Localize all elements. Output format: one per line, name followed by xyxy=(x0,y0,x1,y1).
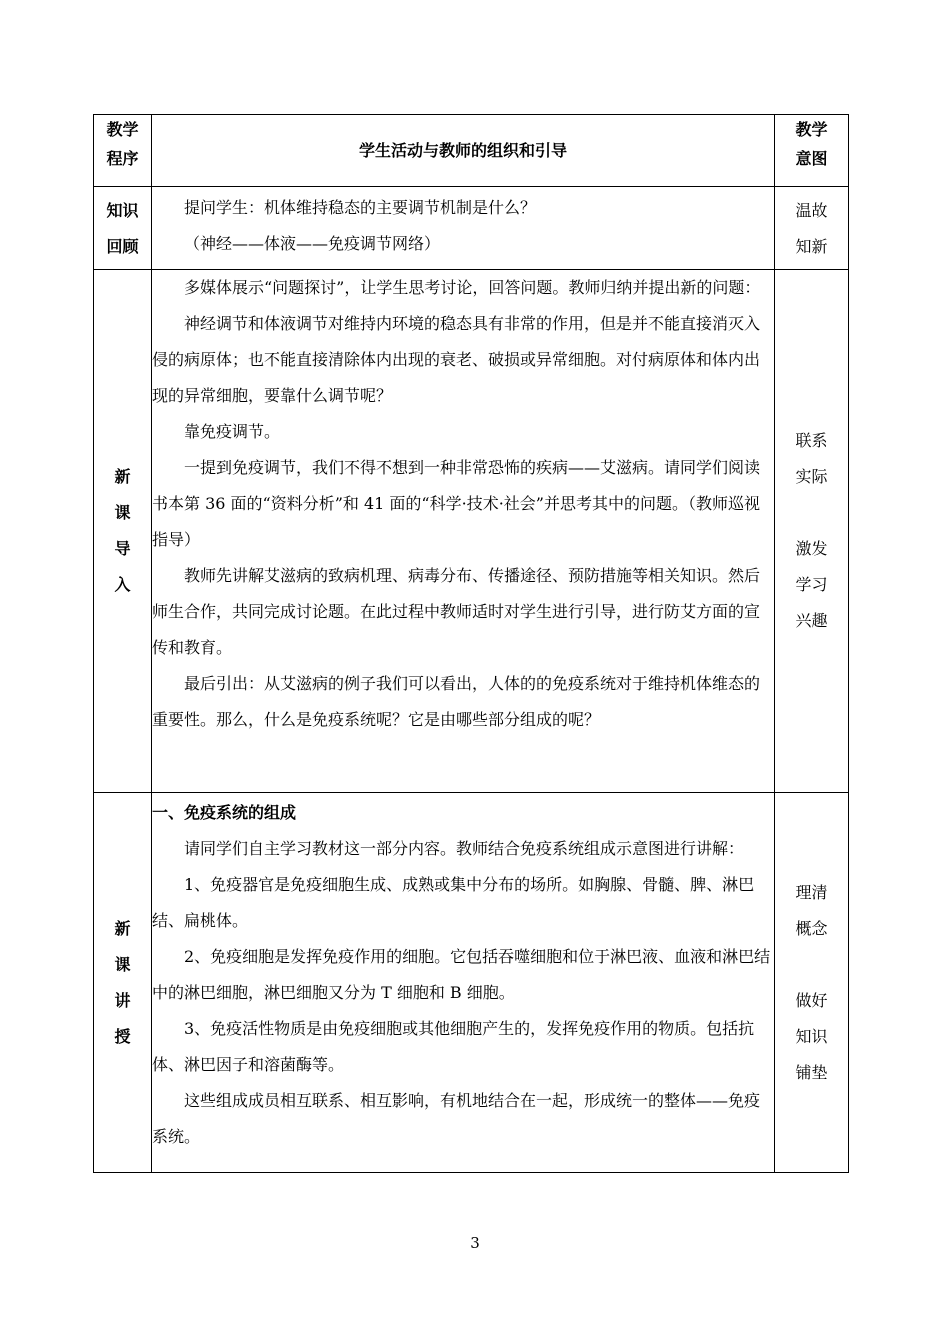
intent-line: 概念 xyxy=(795,918,828,938)
paragraph: （神经——体液——免疫调节网络） xyxy=(184,234,441,253)
stage-char: 导 xyxy=(114,539,131,558)
paragraph: 这些组成成员相互联系、相互影响，有机地结合在一起，形成统一的整体——免疫系统。 xyxy=(152,1091,761,1146)
intent-cell-lecture xyxy=(775,793,849,1173)
stage-char: 课 xyxy=(114,503,131,522)
intent-cell-intro xyxy=(775,270,849,793)
intent-line: 激发 xyxy=(795,539,828,558)
content-cell-review xyxy=(152,187,775,270)
paragraph: 神经调节和体液调节对维持内环境的稳态具有非常的作用，但是并不能直接消灭入侵的病原体；也不能直接清除体内出现的衰老、破损或异常细胞。对付病原体和体内出现的异常细胞，要靠什么调节呢？ xyxy=(152,314,761,405)
paragraph: 教师先讲解艾滋病的致病机理、病毒分布、传播途径、预防措施等相关知识。然后师生合作，共同完成讨论题。在此过程中教师适时对学生进行引导，进行防艾方面的宣传和教育。 xyxy=(152,566,761,657)
table-header-row xyxy=(94,115,849,187)
intent-line: 兴趣 xyxy=(795,611,828,630)
paragraph: 靠免疫调节。 xyxy=(184,422,281,441)
header-activity-cell xyxy=(152,115,775,187)
header-activity-label: 学生活动与教师的组织和引导 xyxy=(358,141,567,160)
intent-line: 实际 xyxy=(795,467,828,486)
intent-line: 学习 xyxy=(795,575,828,594)
paragraph: 3、免疫活性物质是由免疫细胞或其他细胞产生的，发挥免疫作用的物质。包括抗体、淋巴因子和溶菌酶等。 xyxy=(152,1019,755,1074)
intent-line: 温故 xyxy=(795,201,828,220)
stage-cell-intro xyxy=(94,270,152,793)
intent-line xyxy=(775,947,848,983)
content-cell-lecture xyxy=(152,793,775,1173)
intent-line: 知识 xyxy=(795,1026,828,1046)
paragraph: 最后引出：从艾滋病的例子我们可以看出，人体的的免疫系统对于维持机体维态的重要性。那么，什么是免疫系统呢？它是由哪些部分组成的呢？ xyxy=(152,674,761,729)
stage-cell-lecture xyxy=(94,793,152,1173)
stage-char: 讲 xyxy=(114,990,131,1010)
table-row-intro xyxy=(94,270,849,793)
stage-cell-review xyxy=(94,187,152,270)
intent-line: 知新 xyxy=(795,237,828,256)
stage-char: 新 xyxy=(114,918,131,938)
intent-line: 联系 xyxy=(795,431,828,450)
section-title: 一、免疫系统的组成 xyxy=(152,803,297,822)
intent-line: 理清 xyxy=(795,882,828,902)
stage-char: 课 xyxy=(114,954,131,974)
paragraph: 请同学们自主学习教材这一部分内容。教师结合免疫系统组成示意图进行讲解： xyxy=(184,839,745,858)
paragraph: 多媒体展示“问题探讨”，让学生思考讨论，回答问题。教师归纳并提出新的问题： xyxy=(184,278,761,297)
paragraph: 2、免疫细胞是发挥免疫作用的细胞。它包括吞噬细胞和位于淋巴液、血液和淋巴结中的淋巴细胞，淋巴细胞又分为 T 细胞和 B 细胞。 xyxy=(152,947,771,1002)
intent-line: 做好 xyxy=(795,990,828,1010)
stage-char: 授 xyxy=(114,1026,131,1046)
stage-char: 回顾 xyxy=(106,237,139,256)
header-intent-line1: 教学 xyxy=(795,120,828,139)
content-cell-intro xyxy=(152,270,775,793)
paragraph: 一提到免疫调节，我们不得不想到一种非常恐怖的疾病——艾滋病。请同学们阅读书本第 36 面的“资料分析”和 41 面的“科学·技术·社会”并思考其中的问题。（教师巡视指导） xyxy=(152,458,761,549)
intent-line: 铺垫 xyxy=(795,1062,828,1082)
page-number: 3 xyxy=(470,1234,480,1252)
paragraph: 提问学生：机体维持稳态的主要调节机制是什么？ xyxy=(184,198,537,217)
stage-char: 入 xyxy=(114,575,131,594)
table-row-lecture xyxy=(94,793,849,1173)
stage-char: 知识 xyxy=(106,201,139,220)
header-intent-cell xyxy=(775,115,849,187)
header-stage-line2: 程序 xyxy=(106,149,139,168)
header-stage-cell xyxy=(94,115,152,187)
paragraph: 1、免疫器官是免疫细胞生成、成熟或集中分布的场所。如胸腺、骨髓、脾、淋巴结、扁桃体。 xyxy=(152,875,755,930)
intent-cell-review xyxy=(775,187,849,270)
intent-line xyxy=(775,495,848,531)
stage-char: 新 xyxy=(114,467,131,486)
table-row-review xyxy=(94,187,849,270)
header-stage-line1: 教学 xyxy=(106,120,139,139)
header-intent-line2: 意图 xyxy=(795,149,828,168)
lesson-plan-table xyxy=(93,114,849,1173)
